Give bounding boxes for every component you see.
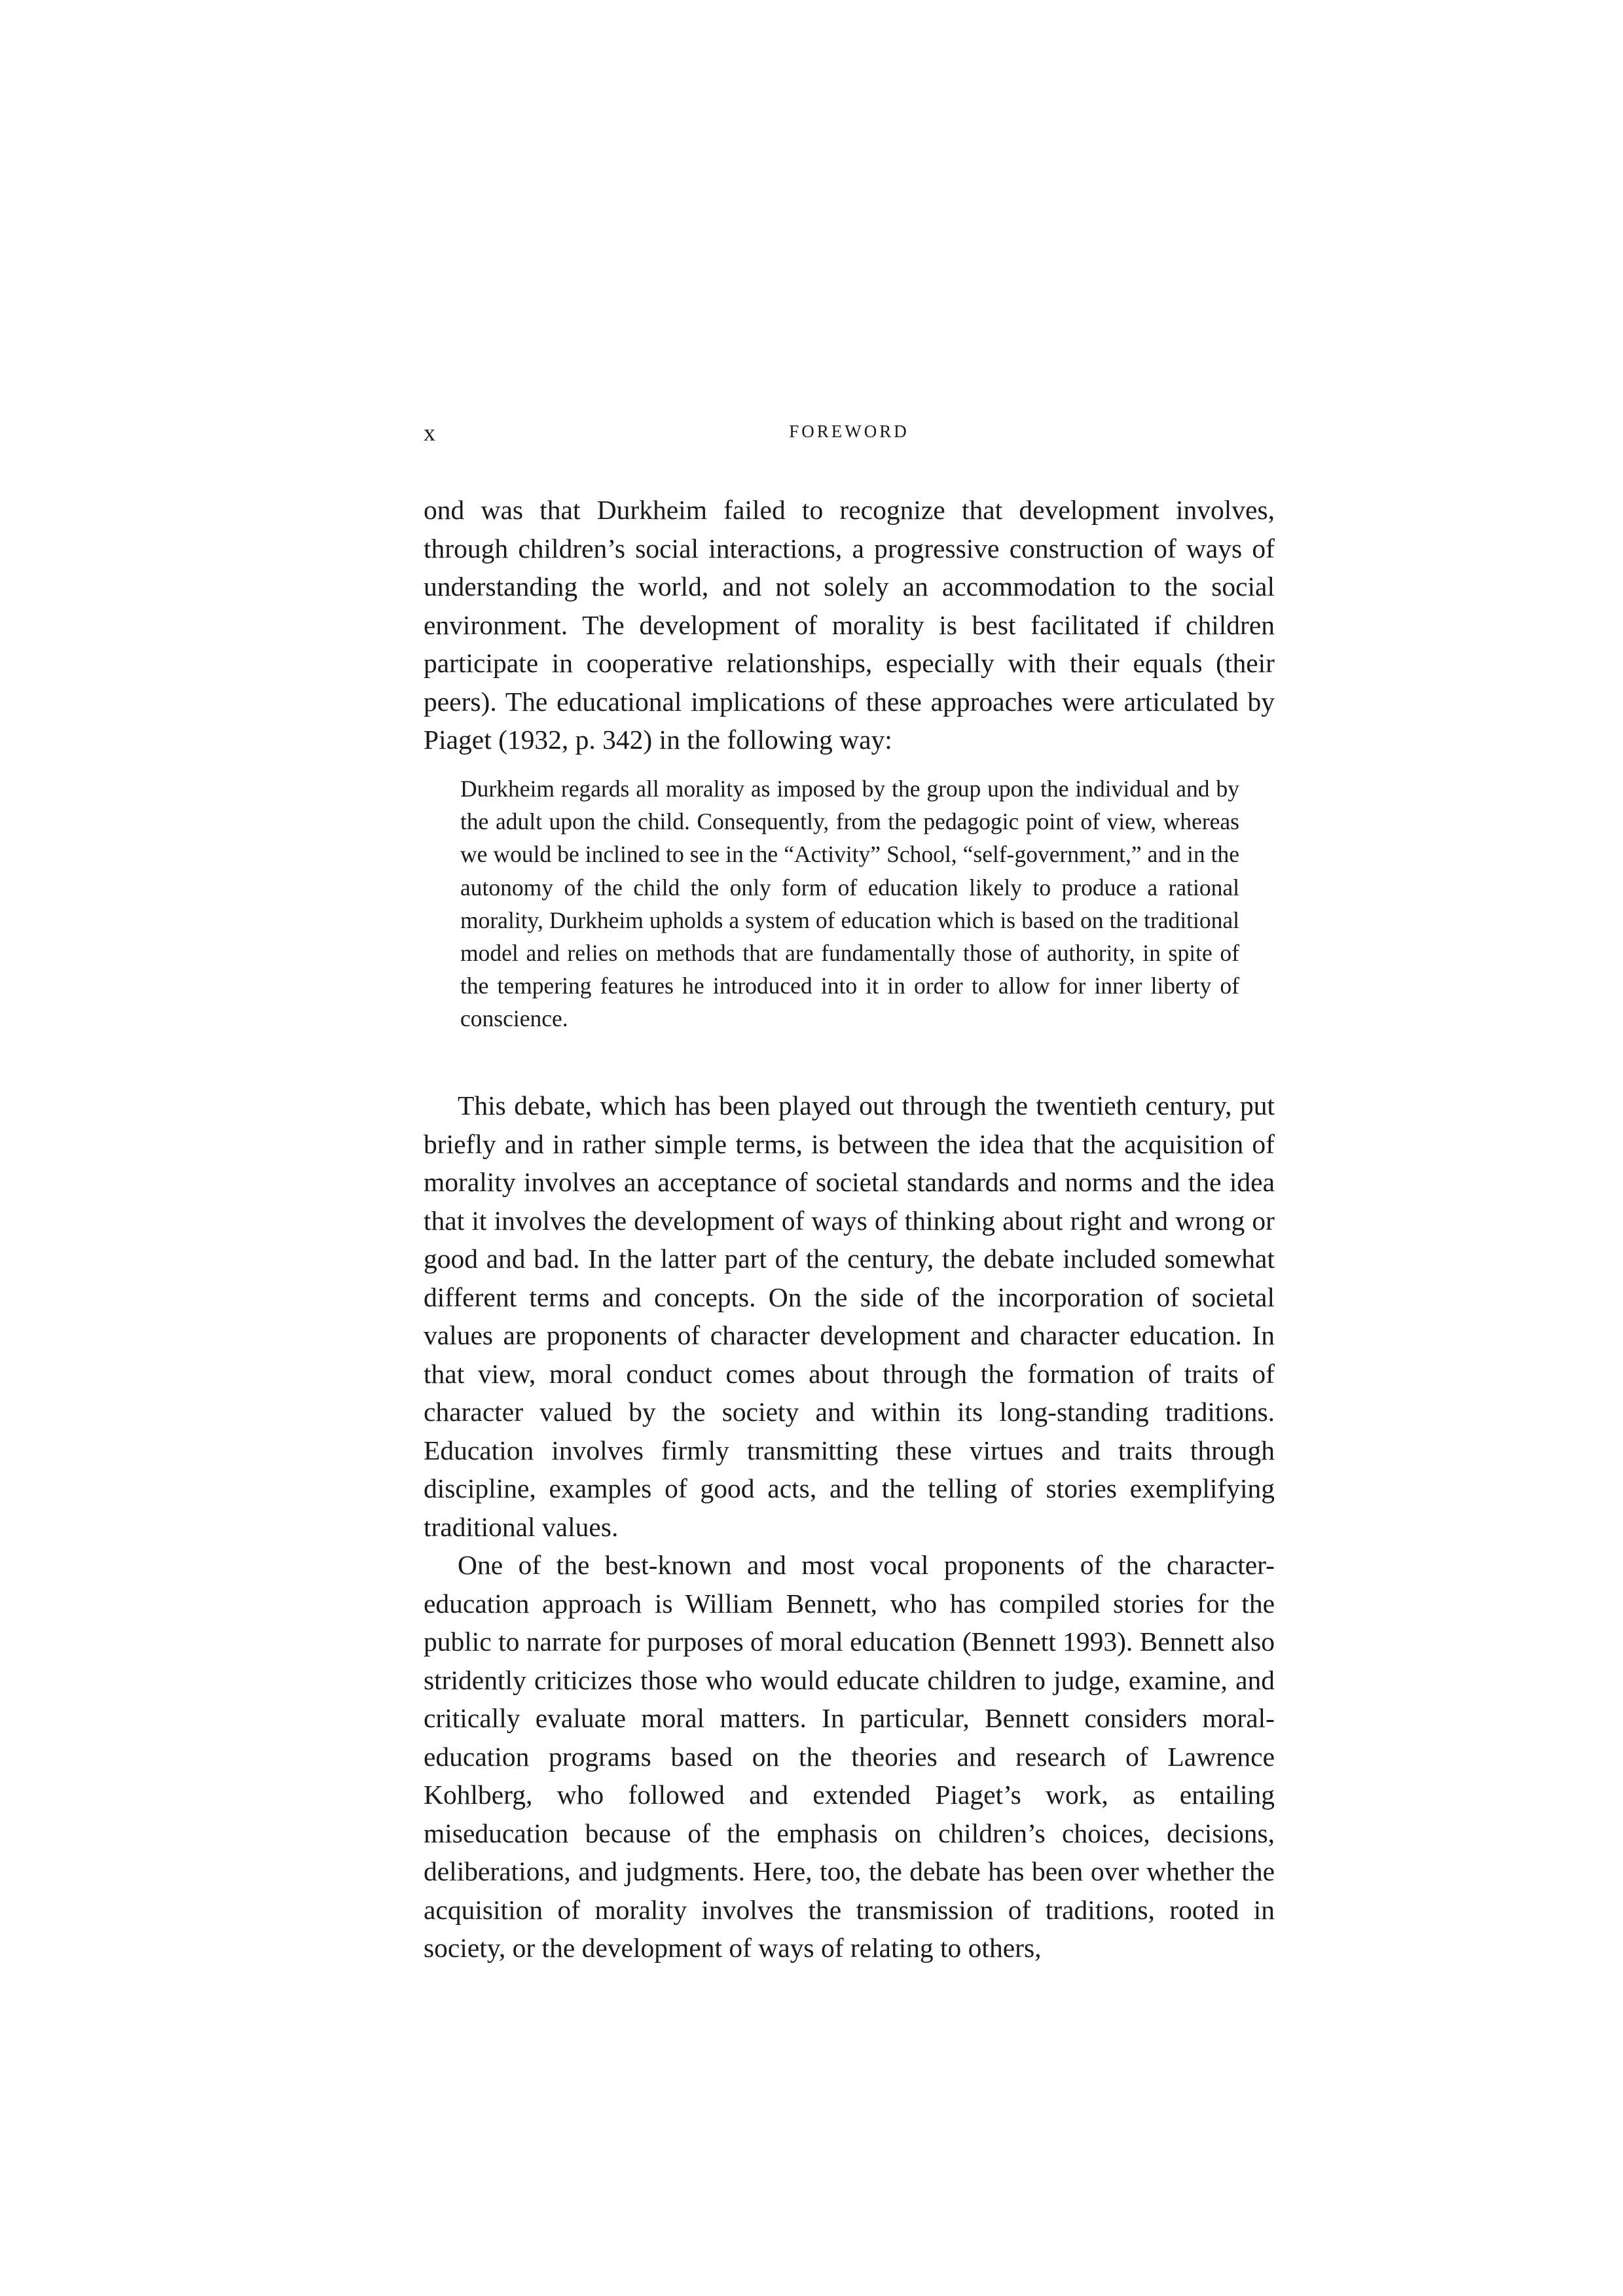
running-title: FOREWORD — [789, 422, 909, 441]
paragraph-bennett: One of the best-known and most vocal proponents of the character-education approach is William Bennett, who has compiled stories for the public to narrate for purposes of moral education (Bennett 1993). Bennett also stridently criticizes those who would educate children to judge, examine, and critically evaluate moral matters. In particular, Bennett considers moral-education programs based on the theories and research of Lawrence Kohlberg, who followed and extended Piaget’s work, as entailing miseducation because of the emphasis on children’s choices, decisions, deliberations, and judgments. Here, too, the debate has been over whether the acquisition of morality involves the transmission of traditions, rooted in society, or the development of ways of relating to others, — [424, 1550, 1275, 1963]
paragraph-continuation: ond was that Durkheim failed to recognize that development involves, through children’s social interactions, a progressive construction of ways of understanding the world, and not solely an accommodation to the social environment. The development of morality is best facilitated if children participate in cooperative relationships, especially with their equals (their peers). The educational implications of these approaches were articulated by Piaget (1932, p. 342) in the following way: — [424, 495, 1275, 755]
paragraph-debate: This debate, which has been played out through the twentieth century, put briefly and in rather simple terms, is between the idea that the acquisition of morality involves an acceptance of societal standards and norms and the idea that it involves the development of ways of thinking about right and wrong or good and bad. In the latter part of the century, the debate included somewhat different terms and concepts. On the side of the incorporation of societal values are proponents of character development and character education. In that view, moral conduct comes about through the formation of traits of character valued by the society and within its long-standing traditions. Education involves firmly transmitting these virtues and traits through discipline, examples of good acts, and the telling of stories exemplifying traditional values. — [424, 1090, 1275, 1542]
main-text — [424, 1086, 1275, 1967]
block-quote — [460, 772, 1239, 1035]
quote-text: Durkheim regards all morality as imposed by the group upon the individual and by the adult upon the child. Consequently, from the pedagogic point of view, whereas we would be inclined to see in the “Activity” School, “self-government,” and in the autonomy of the child the only form of education likely to produce a rational morality, Durkheim upholds a system of education which is based on the traditional model and relies on methods that are fundamentally those of authority, in spite of the tempering features he introduced into it in order to allow for inner liberty of conscience. — [460, 776, 1239, 1032]
page-number: x — [424, 420, 436, 446]
running-head — [424, 419, 1275, 452]
opening-text — [424, 491, 1275, 759]
